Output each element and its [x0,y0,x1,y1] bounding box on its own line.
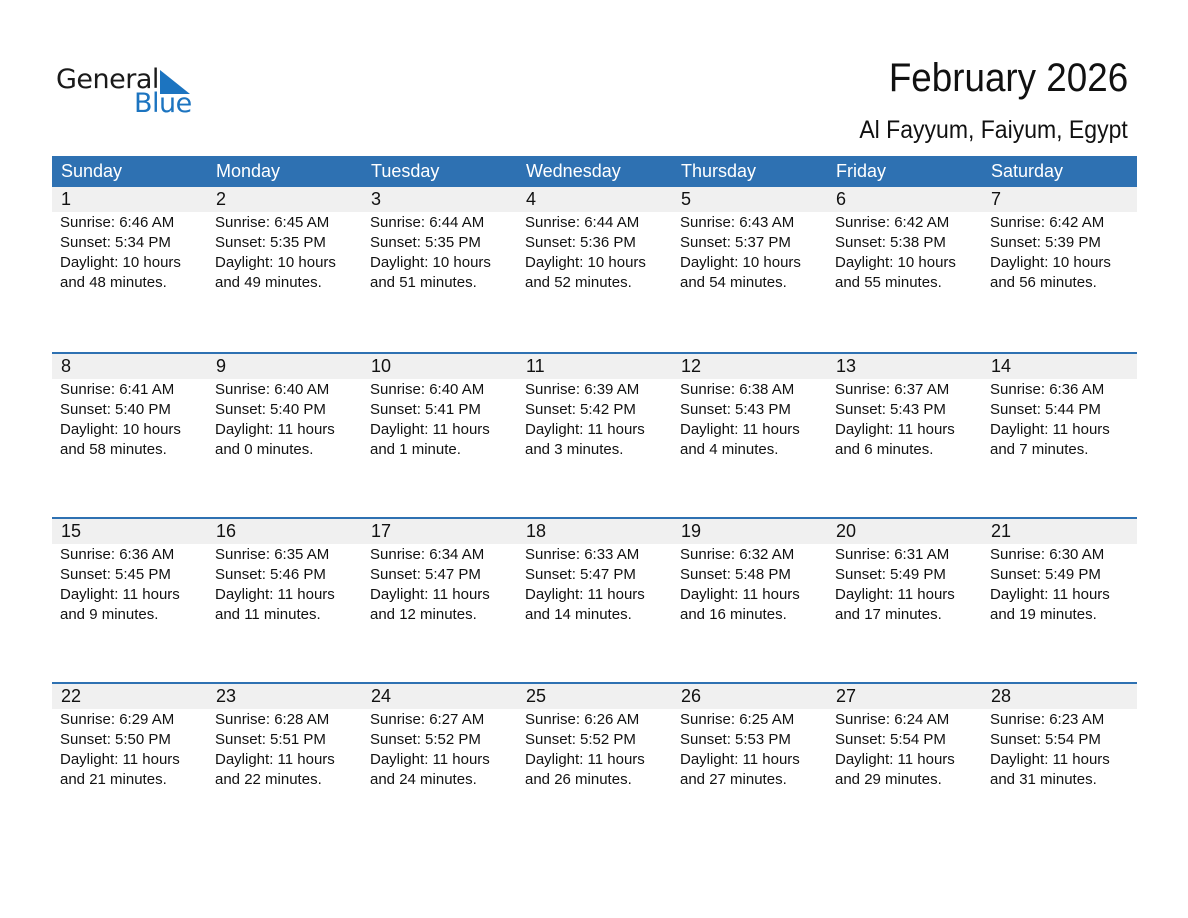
day-cell [672,519,827,625]
daylight-minutes-text: and 56 minutes. [990,274,1097,291]
day-info [362,379,517,460]
day-number: 12 [672,354,827,379]
day-info [672,379,827,460]
daylight-text: Daylight: 10 hours [60,254,181,271]
sunset-text: Sunset: 5:42 PM [525,401,636,418]
sunset-text: Sunset: 5:49 PM [990,566,1101,583]
daylight-minutes-text: and 21 minutes. [60,771,167,788]
daylight-minutes-text: and 52 minutes. [525,274,632,291]
day-cell [517,519,672,625]
daylight-text: Daylight: 11 hours [525,421,645,438]
sunrise-text: Sunrise: 6:32 AM [680,546,795,563]
day-number: 19 [672,519,827,544]
day-cell [982,684,1137,790]
sunrise-text: Sunrise: 6:35 AM [215,546,330,563]
daylight-minutes-text: and 3 minutes. [525,441,624,458]
day-info [362,709,517,790]
sunrise-text: Sunrise: 6:25 AM [680,711,795,728]
day-cell [362,684,517,790]
daylight-minutes-text: and 1 minute. [370,441,461,458]
sunset-text: Sunset: 5:47 PM [370,566,481,583]
day-info [52,212,207,293]
day-number: 25 [517,684,672,709]
daylight-minutes-text: and 49 minutes. [215,274,322,291]
daylight-minutes-text: and 17 minutes. [835,606,942,623]
daylight-text: Daylight: 11 hours [680,421,800,438]
sunrise-text: Sunrise: 6:40 AM [215,381,330,398]
daylight-text: Daylight: 10 hours [370,254,491,271]
day-info [52,544,207,625]
sunrise-text: Sunrise: 6:34 AM [370,546,485,563]
sunset-text: Sunset: 5:53 PM [680,731,791,748]
day-cell [827,354,982,460]
sunset-text: Sunset: 5:52 PM [370,731,481,748]
day-cell [517,187,672,293]
day-cell [517,354,672,460]
week-row [52,187,1137,352]
daylight-text: Daylight: 11 hours [990,751,1110,768]
day-number: 10 [362,354,517,379]
day-cell [362,187,517,293]
day-number: 21 [982,519,1137,544]
sunrise-text: Sunrise: 6:28 AM [215,711,330,728]
daylight-minutes-text: and 6 minutes. [835,441,934,458]
sunset-text: Sunset: 5:43 PM [680,401,791,418]
day-info [362,544,517,625]
day-cell [52,187,207,293]
day-cell [982,354,1137,460]
day-number: 4 [517,187,672,212]
sunset-text: Sunset: 5:35 PM [215,234,326,251]
day-number: 9 [207,354,362,379]
logo-text-blue: Blue [134,88,192,119]
sunset-text: Sunset: 5:38 PM [835,234,946,251]
day-cell [362,354,517,460]
daylight-text: Daylight: 11 hours [525,586,645,603]
daylight-text: Daylight: 11 hours [60,586,180,603]
day-number: 11 [517,354,672,379]
daylight-text: Daylight: 10 hours [60,421,181,438]
day-cell [672,354,827,460]
sunset-text: Sunset: 5:43 PM [835,401,946,418]
weekday-thursday: Thursday [681,161,757,181]
daylight-minutes-text: and 26 minutes. [525,771,632,788]
daylight-text: Daylight: 11 hours [60,751,180,768]
weekday-friday: Friday [836,161,887,181]
daylight-text: Daylight: 11 hours [370,751,490,768]
sunrise-text: Sunrise: 6:37 AM [835,381,950,398]
day-number: 27 [827,684,982,709]
day-info [827,544,982,625]
daylight-text: Daylight: 11 hours [990,586,1110,603]
sunrise-text: Sunrise: 6:42 AM [990,214,1105,231]
daylight-minutes-text: and 29 minutes. [835,771,942,788]
day-number: 7 [982,187,1137,212]
day-info [207,379,362,460]
sunset-text: Sunset: 5:36 PM [525,234,636,251]
day-number: 24 [362,684,517,709]
sunrise-text: Sunrise: 6:44 AM [525,214,640,231]
sunset-text: Sunset: 5:40 PM [215,401,326,418]
daylight-text: Daylight: 10 hours [215,254,336,271]
sunrise-text: Sunrise: 6:45 AM [215,214,330,231]
daylight-text: Daylight: 11 hours [835,586,955,603]
sunset-text: Sunset: 5:35 PM [370,234,481,251]
day-info [827,212,982,293]
week-row [52,682,1137,847]
daylight-minutes-text: and 27 minutes. [680,771,787,788]
sunset-text: Sunset: 5:52 PM [525,731,636,748]
sunrise-text: Sunrise: 6:38 AM [680,381,795,398]
day-info [362,212,517,293]
day-number: 23 [207,684,362,709]
daylight-minutes-text: and 14 minutes. [525,606,632,623]
sunset-text: Sunset: 5:46 PM [215,566,326,583]
sunset-text: Sunset: 5:37 PM [680,234,791,251]
day-info [52,379,207,460]
day-number: 5 [672,187,827,212]
sunset-text: Sunset: 5:54 PM [990,731,1101,748]
day-info [207,544,362,625]
daylight-text: Daylight: 11 hours [215,751,335,768]
daylight-text: Daylight: 10 hours [680,254,801,271]
sunrise-text: Sunrise: 6:41 AM [60,381,175,398]
daylight-text: Daylight: 11 hours [370,586,490,603]
daylight-minutes-text: and 11 minutes. [215,606,321,623]
day-info [672,544,827,625]
daylight-text: Daylight: 11 hours [215,586,335,603]
sunrise-text: Sunrise: 6:36 AM [990,381,1105,398]
sunset-text: Sunset: 5:41 PM [370,401,481,418]
sunrise-text: Sunrise: 6:24 AM [835,711,950,728]
day-number: 6 [827,187,982,212]
day-number: 20 [827,519,982,544]
daylight-text: Daylight: 11 hours [680,751,800,768]
sunset-text: Sunset: 5:48 PM [680,566,791,583]
day-cell [672,684,827,790]
day-info [207,212,362,293]
daylight-text: Daylight: 11 hours [835,421,955,438]
sunrise-text: Sunrise: 6:30 AM [990,546,1105,563]
sunset-text: Sunset: 5:51 PM [215,731,326,748]
day-info [52,709,207,790]
day-info [827,379,982,460]
day-cell [672,187,827,293]
daylight-minutes-text: and 7 minutes. [990,441,1089,458]
day-info [827,709,982,790]
sunrise-text: Sunrise: 6:39 AM [525,381,640,398]
sunrise-text: Sunrise: 6:27 AM [370,711,485,728]
day-number: 26 [672,684,827,709]
sunset-text: Sunset: 5:45 PM [60,566,171,583]
weekday-header [52,156,1137,187]
day-info [517,709,672,790]
day-cell [362,519,517,625]
sunrise-text: Sunrise: 6:31 AM [835,546,950,563]
sunrise-text: Sunrise: 6:40 AM [370,381,485,398]
week-row [52,352,1137,517]
daylight-minutes-text: and 55 minutes. [835,274,942,291]
daylight-text: Daylight: 11 hours [680,586,800,603]
day-info [672,212,827,293]
sunrise-text: Sunrise: 6:44 AM [370,214,485,231]
sunset-text: Sunset: 5:34 PM [60,234,171,251]
day-number: 1 [52,187,207,212]
daylight-text: Daylight: 11 hours [215,421,335,438]
day-number: 17 [362,519,517,544]
sunrise-text: Sunrise: 6:42 AM [835,214,950,231]
weekday-monday: Monday [216,161,281,181]
sunset-text: Sunset: 5:39 PM [990,234,1101,251]
daylight-minutes-text: and 9 minutes. [60,606,159,623]
day-info [672,709,827,790]
location-subtitle: Al Fayyum, Faiyum, Egypt [859,116,1128,144]
sunset-text: Sunset: 5:44 PM [990,401,1101,418]
weekday-sunday: Sunday [61,161,123,181]
calendar-grid [52,156,1137,847]
sunrise-text: Sunrise: 6:23 AM [990,711,1105,728]
day-cell [207,519,362,625]
day-cell [827,684,982,790]
day-info [517,212,672,293]
day-info [982,212,1137,293]
daylight-minutes-text: and 16 minutes. [680,606,787,623]
logo [56,64,196,120]
weekday-tuesday: Tuesday [371,161,440,181]
day-info [517,544,672,625]
day-number: 14 [982,354,1137,379]
daylight-minutes-text: and 12 minutes. [370,606,477,623]
daylight-text: Daylight: 11 hours [370,421,490,438]
day-number: 15 [52,519,207,544]
day-cell [52,684,207,790]
day-info [982,709,1137,790]
day-number: 18 [517,519,672,544]
sunset-text: Sunset: 5:49 PM [835,566,946,583]
day-number: 28 [982,684,1137,709]
day-number: 13 [827,354,982,379]
day-number: 3 [362,187,517,212]
logo-text-general: General [56,64,159,95]
day-number: 16 [207,519,362,544]
day-info [982,379,1137,460]
day-cell [207,354,362,460]
daylight-text: Daylight: 10 hours [525,254,646,271]
day-info [982,544,1137,625]
day-cell [982,519,1137,625]
week-row [52,517,1137,682]
daylight-minutes-text: and 0 minutes. [215,441,314,458]
daylight-minutes-text: and 22 minutes. [215,771,322,788]
day-cell [517,684,672,790]
daylight-minutes-text: and 51 minutes. [370,274,477,291]
day-cell [982,187,1137,293]
weekday-saturday: Saturday [991,161,1064,181]
sunset-text: Sunset: 5:54 PM [835,731,946,748]
day-cell [207,187,362,293]
sunrise-text: Sunrise: 6:33 AM [525,546,640,563]
sunset-text: Sunset: 5:40 PM [60,401,171,418]
weekday-wednesday: Wednesday [526,161,621,181]
daylight-text: Daylight: 10 hours [990,254,1111,271]
sunset-text: Sunset: 5:50 PM [60,731,171,748]
day-number: 2 [207,187,362,212]
day-number: 22 [52,684,207,709]
daylight-minutes-text: and 48 minutes. [60,274,167,291]
page-title: February 2026 [888,56,1128,100]
sunrise-text: Sunrise: 6:43 AM [680,214,795,231]
daylight-text: Daylight: 10 hours [835,254,956,271]
daylight-minutes-text: and 54 minutes. [680,274,787,291]
day-cell [52,354,207,460]
day-cell [827,519,982,625]
sunrise-text: Sunrise: 6:26 AM [525,711,640,728]
sunrise-text: Sunrise: 6:29 AM [60,711,175,728]
day-number: 8 [52,354,207,379]
daylight-text: Daylight: 11 hours [525,751,645,768]
daylight-text: Daylight: 11 hours [990,421,1110,438]
sunset-text: Sunset: 5:47 PM [525,566,636,583]
daylight-minutes-text: and 31 minutes. [990,771,1097,788]
day-info [517,379,672,460]
daylight-minutes-text: and 24 minutes. [370,771,477,788]
sunrise-text: Sunrise: 6:36 AM [60,546,175,563]
sunrise-text: Sunrise: 6:46 AM [60,214,175,231]
daylight-minutes-text: and 19 minutes. [990,606,1097,623]
daylight-minutes-text: and 58 minutes. [60,441,167,458]
day-cell [827,187,982,293]
daylight-text: Daylight: 11 hours [835,751,955,768]
day-cell [52,519,207,625]
day-info [207,709,362,790]
day-cell [207,684,362,790]
daylight-minutes-text: and 4 minutes. [680,441,779,458]
